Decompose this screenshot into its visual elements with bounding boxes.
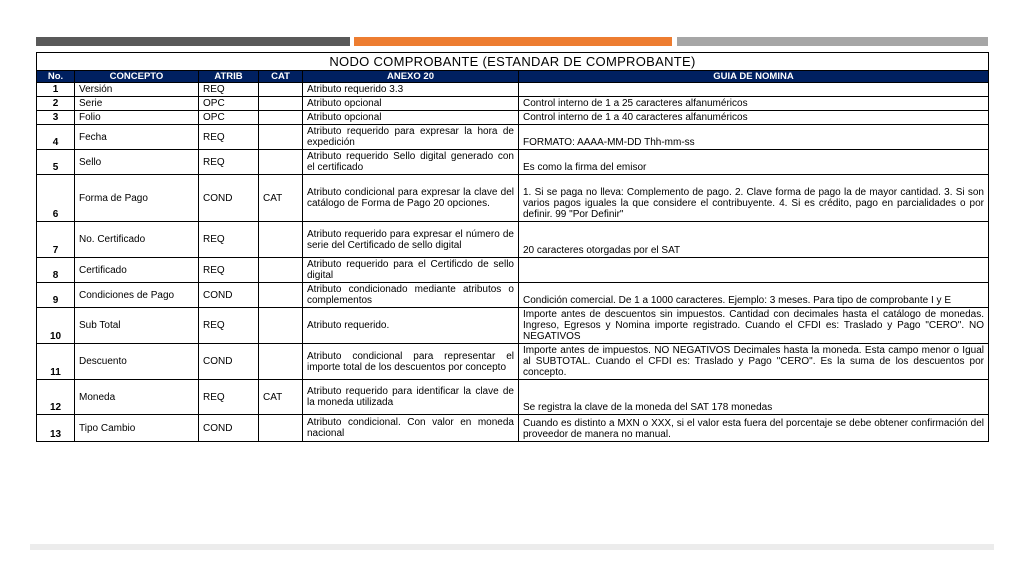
cell-concepto: Forma de Pago — [75, 175, 199, 222]
cell-no: 13 — [37, 415, 75, 442]
comprobante-table — [36, 52, 989, 442]
cell-cat — [259, 258, 303, 283]
header-atrib: ATRIB — [199, 71, 259, 83]
cell-atrib: REQ — [199, 125, 259, 150]
header-anexo-20: ANEXO 20 — [303, 71, 519, 83]
cell-anexo-20: Atributo opcional — [303, 111, 519, 125]
cell-concepto: Moneda — [75, 380, 199, 415]
cell-atrib: OPC — [199, 97, 259, 111]
header-concepto: CONCEPTO — [75, 71, 199, 83]
cell-guia-de-nomina: Cuando es distinto a MXN o XXX, si el valor esta fuera del porcentaje se debe obtener confirmación del proveedor de manera no manual. — [519, 415, 989, 442]
cell-cat — [259, 125, 303, 150]
cell-anexo-20: Atributo condicional. Con valor en moneda nacional — [303, 415, 519, 442]
cell-no: 6 — [37, 175, 75, 222]
cell-anexo-20: Atributo requerido para expresar la hora de expedición — [303, 125, 519, 150]
table-row — [37, 175, 989, 222]
cell-guia-de-nomina: Importe antes de impuestos. NO NEGATIVOS Decimales hasta la moneda. Esta campo menor o Igual al SUBTOTAL. Cuando el CFDI es: Traslado y Pago "CERO". Es la suma de los descuentos por concepto. — [519, 344, 989, 380]
cell-anexo-20: Atributo requerido 3.3 — [303, 83, 519, 97]
cell-atrib: REQ — [199, 308, 259, 344]
cell-anexo-20: Atributo requerido para identificar la clave de la moneda utilizada — [303, 380, 519, 415]
cell-atrib: COND — [199, 175, 259, 222]
cell-concepto: Folio — [75, 111, 199, 125]
accent-bar-gray — [36, 37, 350, 46]
cell-anexo-20: Atributo requerido para el Certificdo de sello digital — [303, 258, 519, 283]
cell-cat — [259, 415, 303, 442]
table-row — [37, 283, 989, 308]
accent-bar-light-gray — [677, 37, 988, 46]
cell-atrib: REQ — [199, 258, 259, 283]
cell-guia-de-nomina: Control interno de 1 a 25 caracteres alfanuméricos — [519, 97, 989, 111]
cell-no: 5 — [37, 150, 75, 175]
table-row — [37, 222, 989, 258]
cell-guia-de-nomina: FORMATO: AAAA-MM-DD Thh-mm-ss — [519, 125, 989, 150]
cell-atrib: REQ — [199, 150, 259, 175]
cell-cat — [259, 308, 303, 344]
header-no: No. — [37, 71, 75, 83]
table-row — [37, 344, 989, 380]
cell-atrib: REQ — [199, 380, 259, 415]
cell-concepto: Serie — [75, 97, 199, 111]
cell-atrib: REQ — [199, 222, 259, 258]
cell-guia-de-nomina: Control interno de 1 a 40 caracteres alfanuméricos — [519, 111, 989, 125]
slide-bottom-shadow — [30, 544, 994, 550]
cell-cat: CAT — [259, 380, 303, 415]
cell-concepto: Versión — [75, 83, 199, 97]
cell-cat — [259, 111, 303, 125]
cell-cat — [259, 222, 303, 258]
header-cat: CAT — [259, 71, 303, 83]
cell-cat — [259, 150, 303, 175]
table-row — [37, 97, 989, 111]
accent-bar-orange — [354, 37, 672, 46]
cell-concepto: Sub Total — [75, 308, 199, 344]
cell-anexo-20: Atributo condicional para representar el importe total de los descuentos por concepto — [303, 344, 519, 380]
cell-no: 10 — [37, 308, 75, 344]
cell-cat — [259, 97, 303, 111]
cell-guia-de-nomina: Se registra la clave de la moneda del SAT 178 monedas — [519, 380, 989, 415]
cell-anexo-20: Atributo requerido Sello digital generado con el certificado — [303, 150, 519, 175]
cell-atrib: COND — [199, 415, 259, 442]
table-row — [37, 308, 989, 344]
cell-guia-de-nomina: 1. Si se paga no lleva: Complemento de pago. 2. Clave forma de pago la de mayor cantidad. 3. Si son varios pagos iguales la que considere el contribuyente. 4. Si es crédito, pago en parcialidades o por definir. 99 "Por Definir" — [519, 175, 989, 222]
cell-guia-de-nomina — [519, 258, 989, 283]
cell-atrib: COND — [199, 283, 259, 308]
cell-anexo-20: Atributo requerido para expresar el número de serie del Certificado de sello digital — [303, 222, 519, 258]
cell-concepto: Fecha — [75, 125, 199, 150]
cell-atrib: REQ — [199, 83, 259, 97]
cell-no: 9 — [37, 283, 75, 308]
cell-no: 7 — [37, 222, 75, 258]
table-row — [37, 415, 989, 442]
cell-no: 4 — [37, 125, 75, 150]
cell-cat — [259, 283, 303, 308]
cell-anexo-20: Atributo requerido. — [303, 308, 519, 344]
header-guia-de-nomina: GUIA DE NOMINA — [519, 71, 989, 83]
cell-no: 8 — [37, 258, 75, 283]
cell-concepto: Condiciones de Pago — [75, 283, 199, 308]
cell-concepto: Tipo Cambio — [75, 415, 199, 442]
table-title: NODO COMPROBANTE (ESTANDAR DE COMPROBANTE) — [37, 53, 989, 71]
table-row — [37, 380, 989, 415]
cell-atrib: COND — [199, 344, 259, 380]
cell-anexo-20: Atributo condicional para expresar la clave del catálogo de Forma de Pago 20 opciones. — [303, 175, 519, 222]
cell-guia-de-nomina: 20 caracteres otorgadas por el SAT — [519, 222, 989, 258]
cell-anexo-20: Atributo condicionado mediante atributos o complementos — [303, 283, 519, 308]
cell-no: 1 — [37, 83, 75, 97]
cell-concepto: Certificado — [75, 258, 199, 283]
cell-concepto: Descuento — [75, 344, 199, 380]
cell-atrib: OPC — [199, 111, 259, 125]
table-row — [37, 111, 989, 125]
table-row — [37, 125, 989, 150]
table-row — [37, 83, 989, 97]
cell-cat: CAT — [259, 175, 303, 222]
cell-guia-de-nomina: Importe antes de descuentos sin impuestos. Cantidad con decimales hasta el catálogo de monedas. Ingreso, Egresos y Nomina importe registrado. Cuando el CFDI es: Traslado y Pago "CERO". NO NEGATIVOS — [519, 308, 989, 344]
cell-concepto: No. Certificado — [75, 222, 199, 258]
cell-concepto: Sello — [75, 150, 199, 175]
cell-no: 11 — [37, 344, 75, 380]
top-accent-bars — [36, 37, 988, 46]
cell-guia-de-nomina — [519, 83, 989, 97]
cell-no: 12 — [37, 380, 75, 415]
cell-guia-de-nomina: Condición comercial. De 1 a 1000 caracteres. Ejemplo: 3 meses. Para tipo de comprobante I y E — [519, 283, 989, 308]
cell-no: 3 — [37, 111, 75, 125]
cell-cat — [259, 83, 303, 97]
table-row — [37, 258, 989, 283]
cell-anexo-20: Atributo opcional — [303, 97, 519, 111]
cell-cat — [259, 344, 303, 380]
cell-guia-de-nomina: Es como la firma del emisor — [519, 150, 989, 175]
table-row — [37, 150, 989, 175]
cell-no: 2 — [37, 97, 75, 111]
